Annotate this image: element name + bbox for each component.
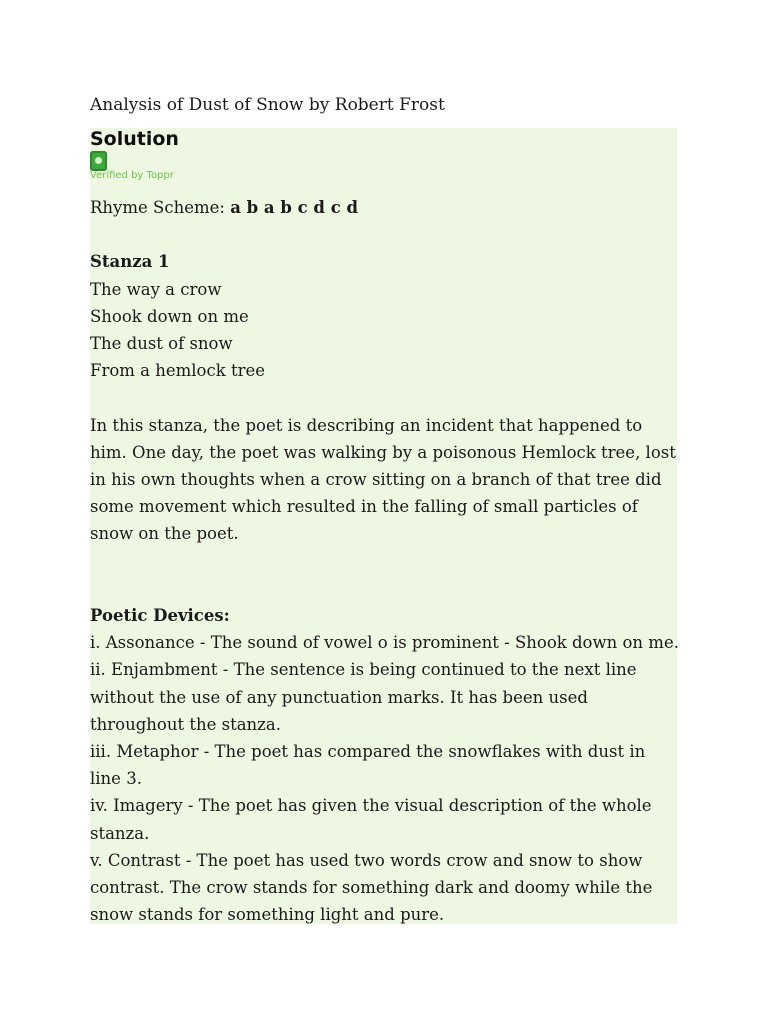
stanza-heading: Stanza 1	[90, 252, 170, 272]
poetic-device-item: v. Contrast - The poet has used two words crow and snow to show contrast. The crow stands for something dark and doomy while the snow stands for something light and pure.	[90, 850, 653, 925]
rhyme-scheme-value: a b a b c d c d	[230, 198, 359, 217]
rhyme-scheme-line	[90, 194, 680, 221]
solution-panel	[90, 128, 677, 924]
verified-badge-icon	[90, 151, 107, 171]
solution-heading: Solution	[90, 128, 179, 150]
stanza-line: The way a crow	[90, 279, 222, 299]
stanza-explanation: In this stanza, the poet is describing an incident that happened to him. One day, the poet was walking by a poisonous Hemlock tree, lost in his own thoughts when a crow sitting on a branch of that tree did some movement which resulted in the falling of small particles of snow on the poet.	[90, 415, 676, 544]
poetic-device-item: ii. Enjambment - The sentence is being continued to the next line without the use of any punctuation marks. It has been used throughout the stanza.	[90, 660, 637, 734]
poetic-device-item: iv. Imagery - The poet has given the visual description of the whole stanza.	[90, 796, 652, 843]
poetic-devices-heading: Poetic Devices:	[90, 605, 230, 625]
poetic-device-item: i. Assonance - The sound of vowel o is prominent - Shook down on me.	[90, 633, 679, 653]
stanza-line: From a hemlock tree	[90, 361, 266, 381]
poetic-device-item: iii. Metaphor - The poet has compared the snowflakes with dust in line 3.	[90, 742, 646, 789]
stanza-line: The dust of snow	[90, 334, 233, 353]
verified-label: Verified by Toppr	[90, 170, 174, 181]
rhyme-scheme-label: Rhyme Scheme:	[90, 198, 231, 217]
solution-content	[90, 194, 680, 928]
document-title: Analysis of Dust of Snow by Robert Frost	[90, 95, 445, 115]
stanza-line: Shook down on me	[90, 306, 249, 326]
